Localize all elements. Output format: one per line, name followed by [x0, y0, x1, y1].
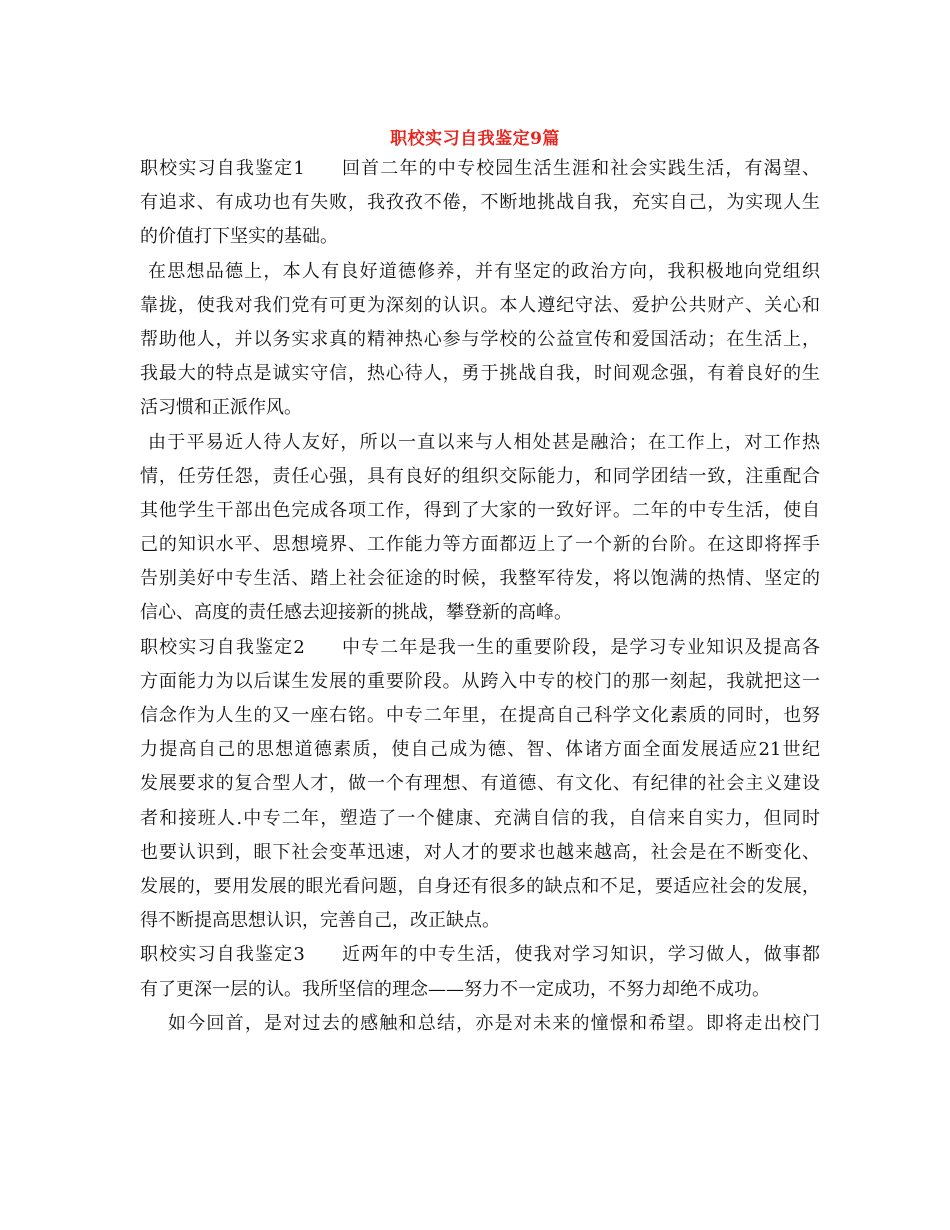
document-title: 职校实习自我鉴定9篇: [390, 129, 560, 149]
text-line: 得不断提高思想认识，完善自己，改正缺点。: [140, 910, 500, 932]
text-line: 有追求、有成功也有失败，我孜孜不倦，不断地挑战自我，充实自己，为实现人生: [140, 192, 820, 214]
text-line: 也要认识到，眼下社会变革迅速，对人才的要求也越来越高，社会是在不断变化、: [140, 841, 820, 863]
text-line: 活习惯和正派作风。: [140, 397, 302, 419]
text-line: 我最大的特点是诚实守信，热心待人，勇于挑战自我，时间观念强，有着良好的生: [140, 363, 820, 385]
text-line: 的价值打下坚实的基础。: [140, 226, 338, 248]
text-line: 发展的，要用发展的眼光看问题，自身还有很多的缺点和不足，要适应社会的发展，: [140, 875, 820, 897]
text-line: 力提高自己的思想道德素质，使自己成为德、智、体诸方面全面发展适应21世纪: [140, 739, 820, 761]
text-line: 告别美好中专生活、踏上社会征途的时候，我整军待发，将以饱满的热情、坚定的: [140, 568, 820, 590]
section-heading: 职校实习自我鉴定1: [140, 158, 305, 179]
text-line: 在思想品德上，本人有良好道德修养，并有坚定的政治方向，我积极地向党组织: [148, 260, 820, 282]
document-body: [140, 152, 820, 1041]
section-heading: 职校实习自我鉴定3: [140, 944, 305, 966]
text-line: 发展要求的复合型人才，做一个有理想、有道德、有文化、有纪律的社会主义建设: [140, 773, 820, 795]
line-text: 近两年的中专生活，使我对学习知识，学习做人，做事都: [340, 944, 820, 966]
section-2-first-line: [140, 631, 820, 665]
section-1-first-line: [140, 152, 820, 186]
text-line: 如今回首，是对过去的感触和总结，亦是对未来的憧憬和希望。即将走出校门: [168, 1012, 820, 1034]
text-line: 信心、高度的责任感去迎接新的挑战，攀登新的高峰。: [140, 602, 572, 624]
text-line: 其他学生干部出色完成各项工作，得到了大家的一致好评。二年的中专生活，使自: [140, 499, 820, 521]
text-line: 者和接班人.中专二年，塑造了一个健康、充满自信的我，自信来自实力，但同时: [140, 807, 820, 829]
text-line: 由于平易近人待人友好，所以一直以来与人相处甚是融洽；在工作上，对工作热: [148, 431, 820, 453]
text-line: 有了更深一层的认。我所坚信的理念——努力不一定成功，不努力却绝不成功。: [140, 978, 770, 1000]
section-3-first-line: [140, 938, 820, 972]
section-heading: 职校实习自我鉴定2: [140, 636, 305, 658]
text-line: 信念作为人生的又一座右铭。中专二年里，在提高自己科学文化素质的同时，也努: [140, 705, 820, 726]
text-line: 靠拢，使我对我们党有可更为深刻的认识。本人遵纪守法、爱护公共财产、关心和: [140, 294, 820, 316]
line-text: 中专二年是我一生的重要阶段，是学习专业知识及提高各: [340, 636, 820, 658]
text-line: 方面能力为以后谋生发展的重要阶段。从跨入中专的校门的那一刻起，我就把这一: [140, 670, 820, 692]
text-line: 情，任劳任怨，责任心强，具有良好的组织交际能力，和同学团结一致，注重配合: [140, 465, 820, 487]
line-text: 回首二年的中专校园生活生涯和社会实践生活，有渴望、: [340, 158, 820, 179]
text-line: 己的知识水平、思想境界、工作能力等方面都迈上了一个新的台阶。在这即将挥手: [140, 534, 820, 556]
text-line: 帮助他人，并以务实求真的精神热心参与学校的公益宣传和爱国活动；在生活上，: [140, 328, 820, 350]
